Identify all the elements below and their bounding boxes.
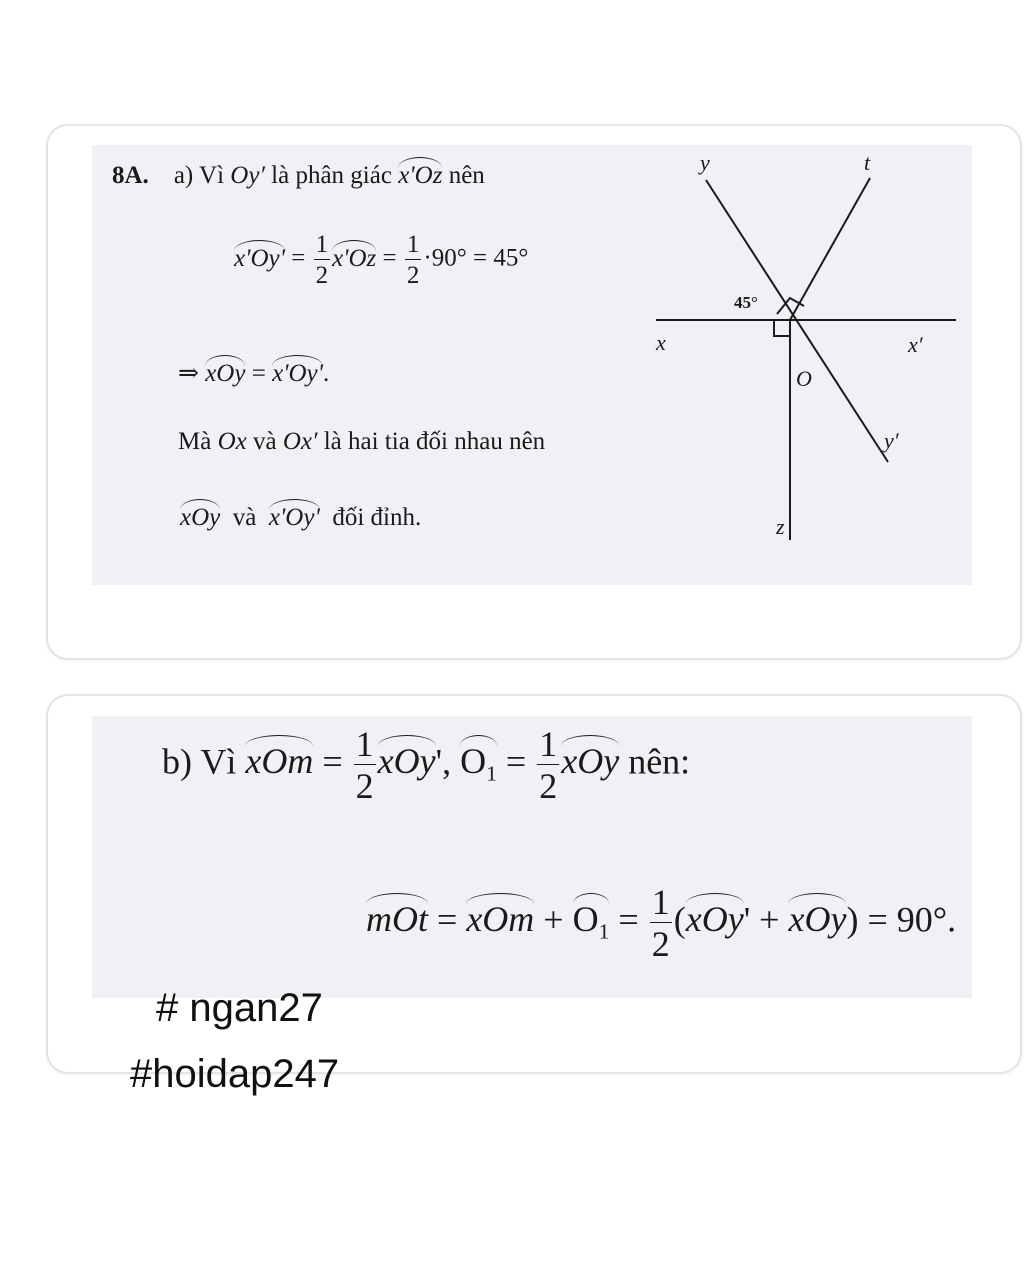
ray: Oy′ (230, 162, 265, 189)
line-b1: b) Vì xOm = $\frac{1}{2}$ xOy', $O_1$ = $\frac{1}{2}$ xOy nên: (162, 724, 691, 806)
angle: x'Oy' (268, 504, 320, 531)
text: nên (442, 162, 485, 189)
label-x-prime: x′ (908, 332, 923, 357)
label-t: t (864, 150, 871, 175)
text: a) Vì (173, 162, 231, 189)
hashtag-author: # ngan27 (156, 986, 323, 1030)
operator: = (284, 244, 312, 272)
ray-t (790, 178, 870, 320)
angle: x'Oy' (234, 244, 285, 272)
fraction: $\frac{1}{2}$ (539, 724, 558, 806)
angle: xOy (180, 504, 221, 531)
angle: mOt (366, 899, 428, 940)
angle: x'Oz (398, 162, 443, 189)
angle: $O_1$ (572, 899, 610, 944)
operator: = (376, 244, 403, 272)
label-angle: 45° (734, 293, 758, 312)
value: ·90° = 45° (423, 244, 529, 272)
angle: xOm (245, 741, 314, 782)
angle: xOy (377, 741, 436, 782)
hashtag-site: #hoidap247 (130, 1052, 340, 1096)
fraction: $\frac{1}{2}$ (406, 231, 420, 289)
angle: xOy (561, 741, 620, 782)
line-a4: Mà Ox và Ox′ là hai tia đối nhau nên (178, 428, 546, 455)
operator: = (245, 360, 273, 387)
angle: x'Oz (332, 244, 377, 272)
fraction: $\frac{1}{2}$ (651, 882, 670, 964)
label-O: O (796, 366, 812, 391)
line-b2: mOt = xOm + $O_1$ = $\frac{1}{2}$ (xOy' + xOy) = 90°. (366, 882, 957, 964)
fraction: $\frac{1}{2}$ (355, 724, 374, 806)
angle: xOy (685, 899, 744, 940)
text: là phân giác (264, 162, 399, 189)
label-y: y (700, 150, 710, 175)
angle: xOy (205, 360, 246, 387)
label-y-prime: y′ (884, 428, 899, 453)
ray: Ox′ (282, 428, 318, 455)
label-x: x (656, 330, 666, 355)
label-z: z (776, 514, 785, 539)
angle: x'Oy' (272, 360, 324, 387)
angle: $O_1$ (460, 741, 497, 786)
arrow: ⇒ (178, 360, 206, 387)
angle: xOm (466, 899, 535, 940)
line-a5: xOy và x'Oy' đối đỉnh. (180, 504, 422, 531)
ray: Ox (217, 428, 247, 455)
right-angle-mark-z (774, 320, 790, 336)
exercise-label: 8A. (112, 162, 149, 189)
angle: xOy (788, 899, 847, 940)
line-a3: ⇒ xOy = x'Oy'. (178, 360, 330, 387)
fraction: $\frac{1}{2}$ (315, 231, 329, 289)
